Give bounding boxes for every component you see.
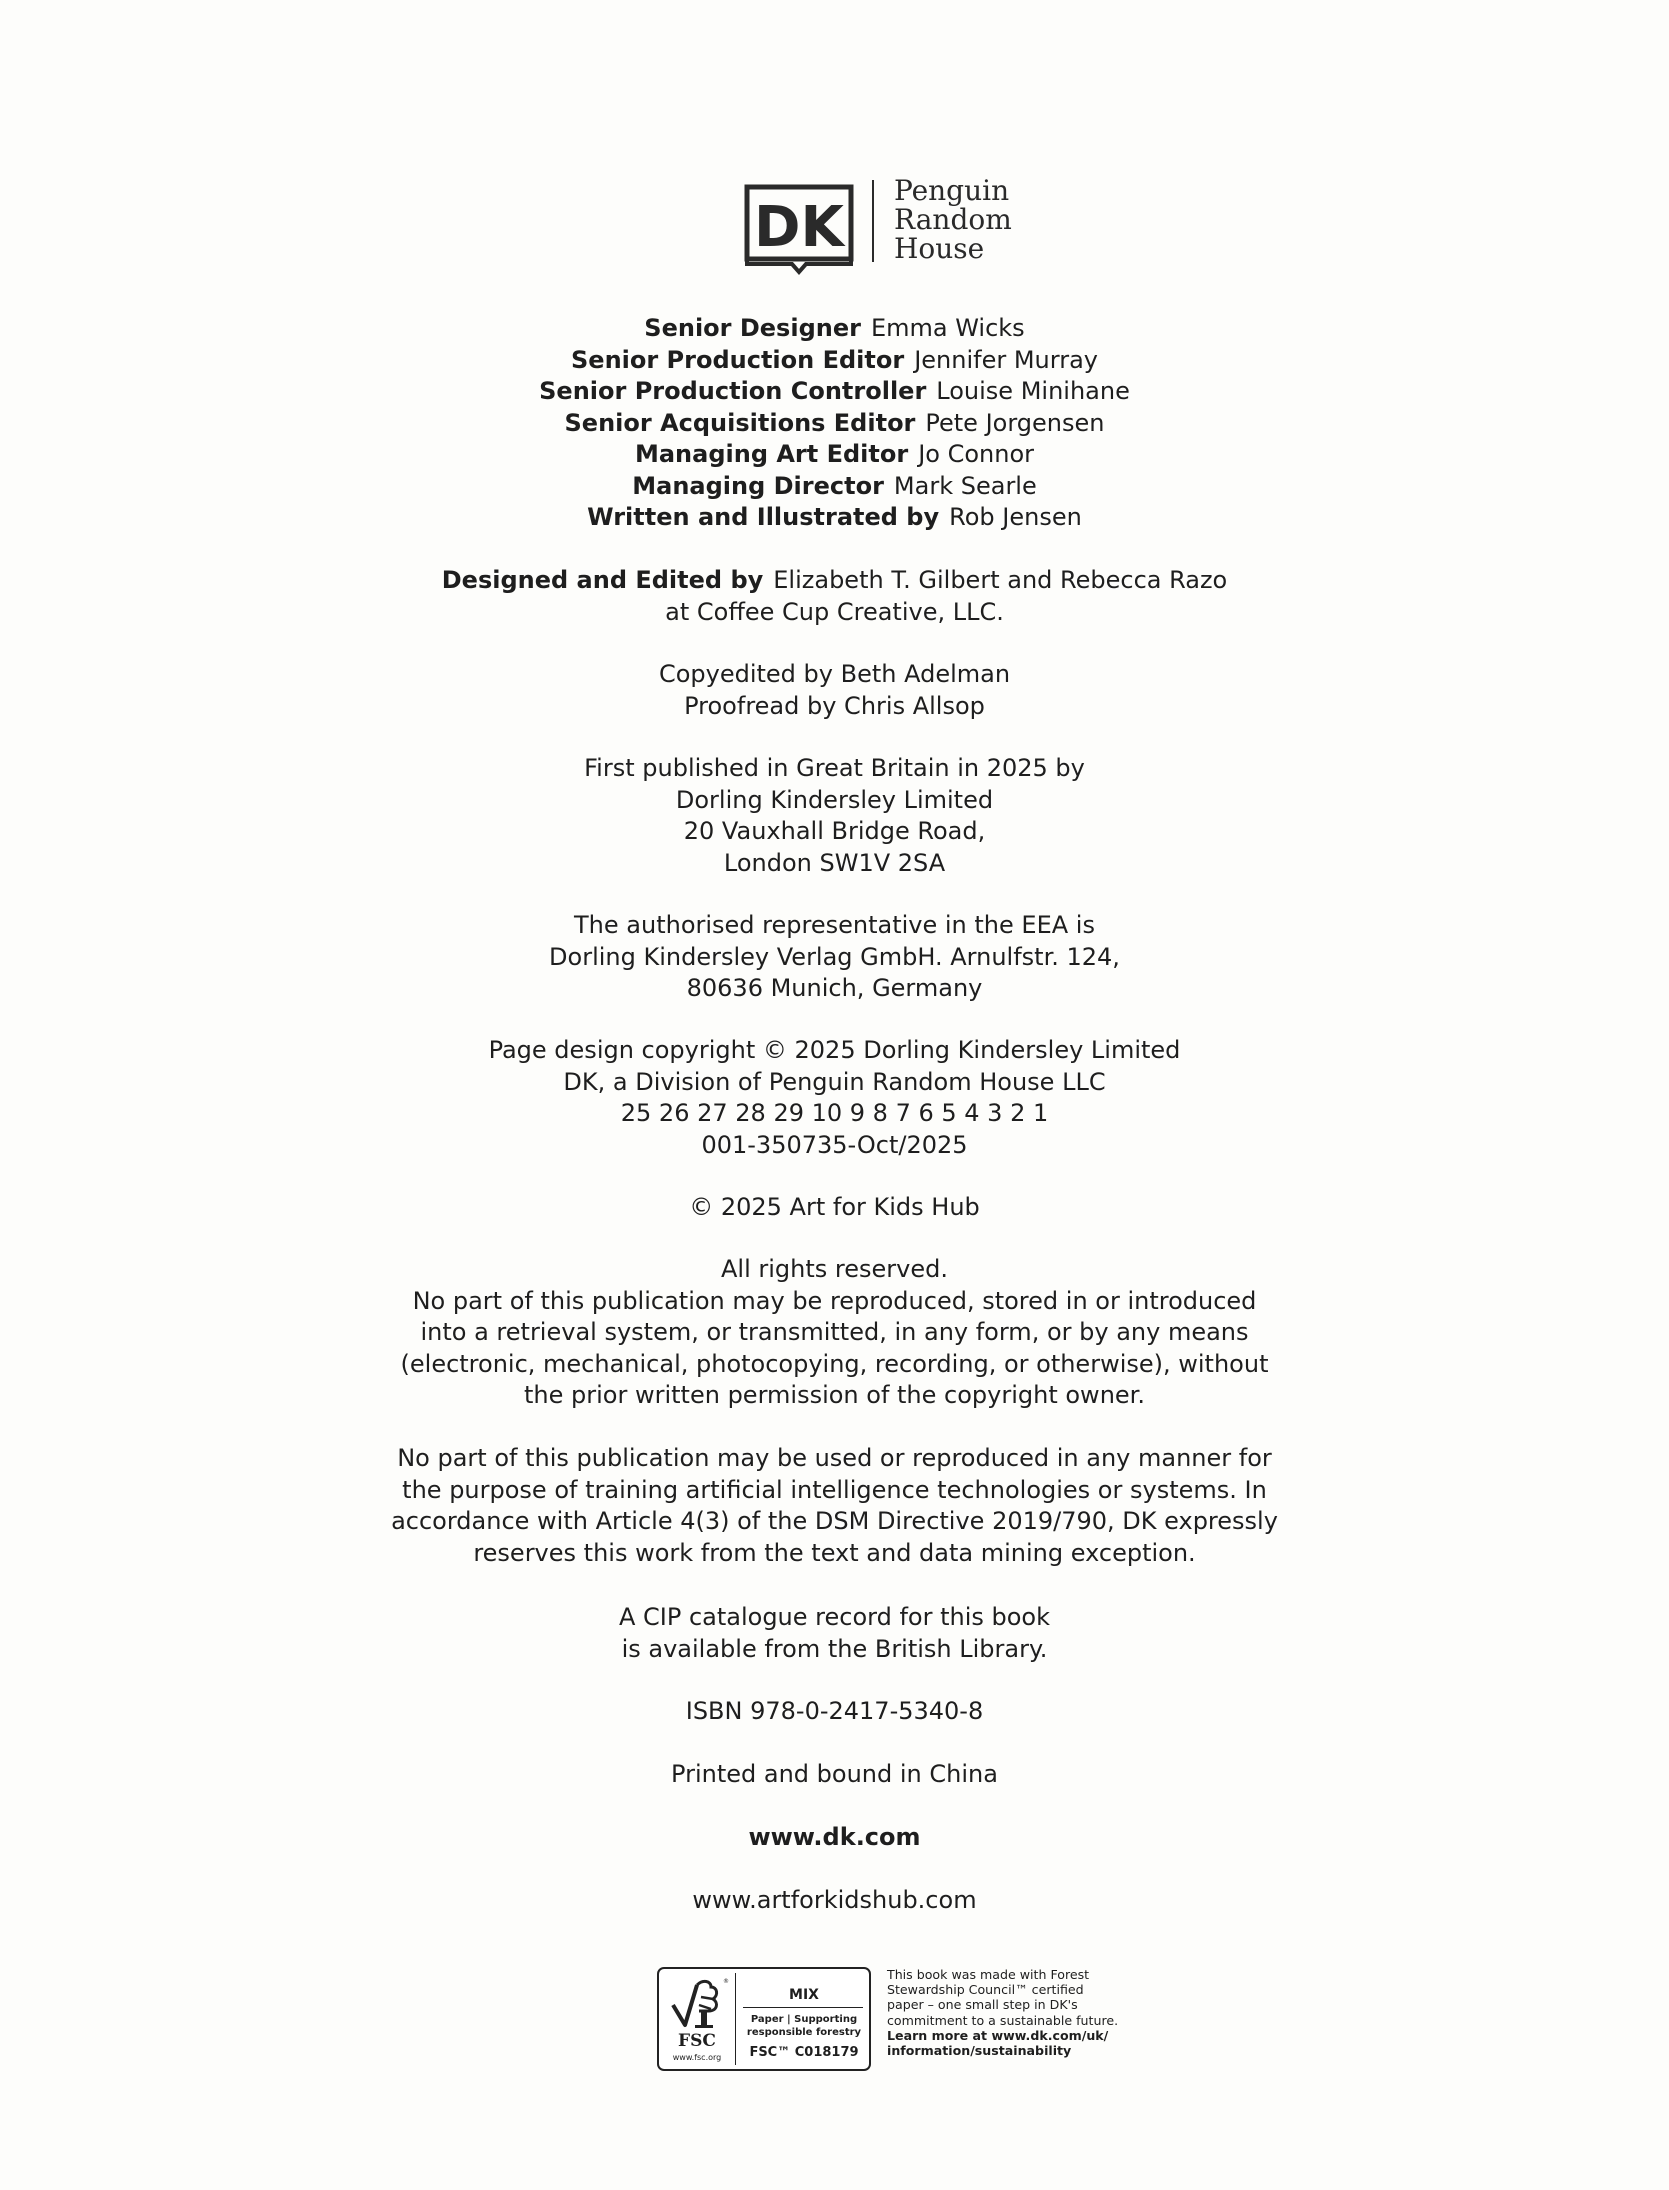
rights-block: All rights reserved. No part of this publication may be reproduced, stored in or introduced into a retrieval system, or transmitted, in any form, or by any means (electronic, mechanical, photocopying, recording, or otherwise), without the prior written permission of the copyright owner. — [400, 1255, 1269, 1409]
copyedit-block: Copyedited by Beth Adelman Proofread by Chris Allsop — [658, 660, 1011, 720]
fsc-sustainability-note: This book was made with Forest Stewardship Council™ certified paper – one small step in DK's commitment to a sustainable future. Learn more at www.dk.com/uk/ information/sustainability — [887, 1967, 1187, 2058]
svg-text:®: ® — [723, 1978, 729, 1985]
artforkidshub-website-link[interactable]: www.artforkidshub.com — [692, 1886, 977, 1914]
isbn: ISBN 978-0-2417-5340-8 — [685, 1697, 984, 1725]
fsc-mix-label: MIX — [789, 1987, 819, 2003]
ai-training-notice: No part of this publication may be used or reproduced in any manner for the purpose of training artificial intelligence technologies or systems. In accordance with Article 4(3) of the DSM Directive 2019/790, DK expressly reserves this work from the text and data mining exception. — [391, 1444, 1278, 1567]
credit-line: Senior Designer Emma Wicks — [644, 314, 1025, 342]
fsc-rule — [743, 2007, 863, 2008]
credit-line: Written and Illustrated by Rob Jensen — [587, 503, 1082, 531]
credit-line: Senior Acquisitions Editor Pete Jorgensen — [564, 408, 1105, 437]
copyright-block: Page design copyright © 2025 Dorling Kindersley Limited DK, a Division of Penguin Random House LLC 25 26 27 28 29 10 9 8 7 6 5 4 3 2 1 001-350735-Oct/2025 — [488, 1036, 1181, 1159]
fsc-license-code: FSC™ C018179 — [749, 2045, 859, 2060]
fsc-label — [657, 1967, 871, 2071]
fsc-claim: Paper | Supporting responsible forestry — [746, 2014, 862, 2038]
fsc-wordmark: FSC — [678, 2031, 716, 2051]
credits-block — [0, 313, 1669, 534]
printed-in: Printed and bound in China — [671, 1760, 998, 1788]
art-copyright: © 2025 Art for Kids Hub — [689, 1193, 980, 1221]
sustainability-link[interactable]: Learn more at www.dk.com/uk/ — [887, 2027, 1109, 2043]
credit-line: Senior Production Controller Louise Minihane — [539, 377, 1130, 405]
credit-line: Managing Director Mark Searle — [632, 471, 1037, 500]
credit-line: Managing Art Editor Jo Connor — [634, 440, 1035, 468]
fsc-tree-check-icon — [667, 1975, 727, 2033]
publisher-block: First published in Great Britain in 2025 by Dorling Kindersley Limited 20 Vauxhall Bridge Road, London SW1V 2SA — [584, 754, 1085, 877]
dk-logo-text: DK — [754, 195, 844, 260]
dk-website-link[interactable]: www.dk.com — [748, 1823, 921, 1851]
sustainability-link[interactable]: information/sustainability — [887, 2043, 1072, 2059]
designed-block: Designed and Edited by Elizabeth T. Gilbert and Rebecca Razo at Coffee Cup Creative, LLC. — [441, 566, 1228, 626]
cip-block: A CIP catalogue record for this book is available from the British Library. — [618, 1603, 1051, 1663]
logo-divider — [872, 180, 874, 262]
credit-line: Senior Production Editor Jennifer Murray — [571, 345, 1098, 374]
fsc-divider — [735, 1973, 736, 2065]
fsc-url: www.fsc.org — [672, 2053, 722, 2062]
eea-representative-block: The authorised representative in the EEA is Dorling Kindersley Verlag GmbH. Arnulfstr. 124, 80636 Munich, Germany — [549, 911, 1120, 1002]
penguin-random-house-wordmark: Penguin Random House — [894, 174, 1012, 265]
dk-book-logo-icon — [744, 184, 854, 274]
